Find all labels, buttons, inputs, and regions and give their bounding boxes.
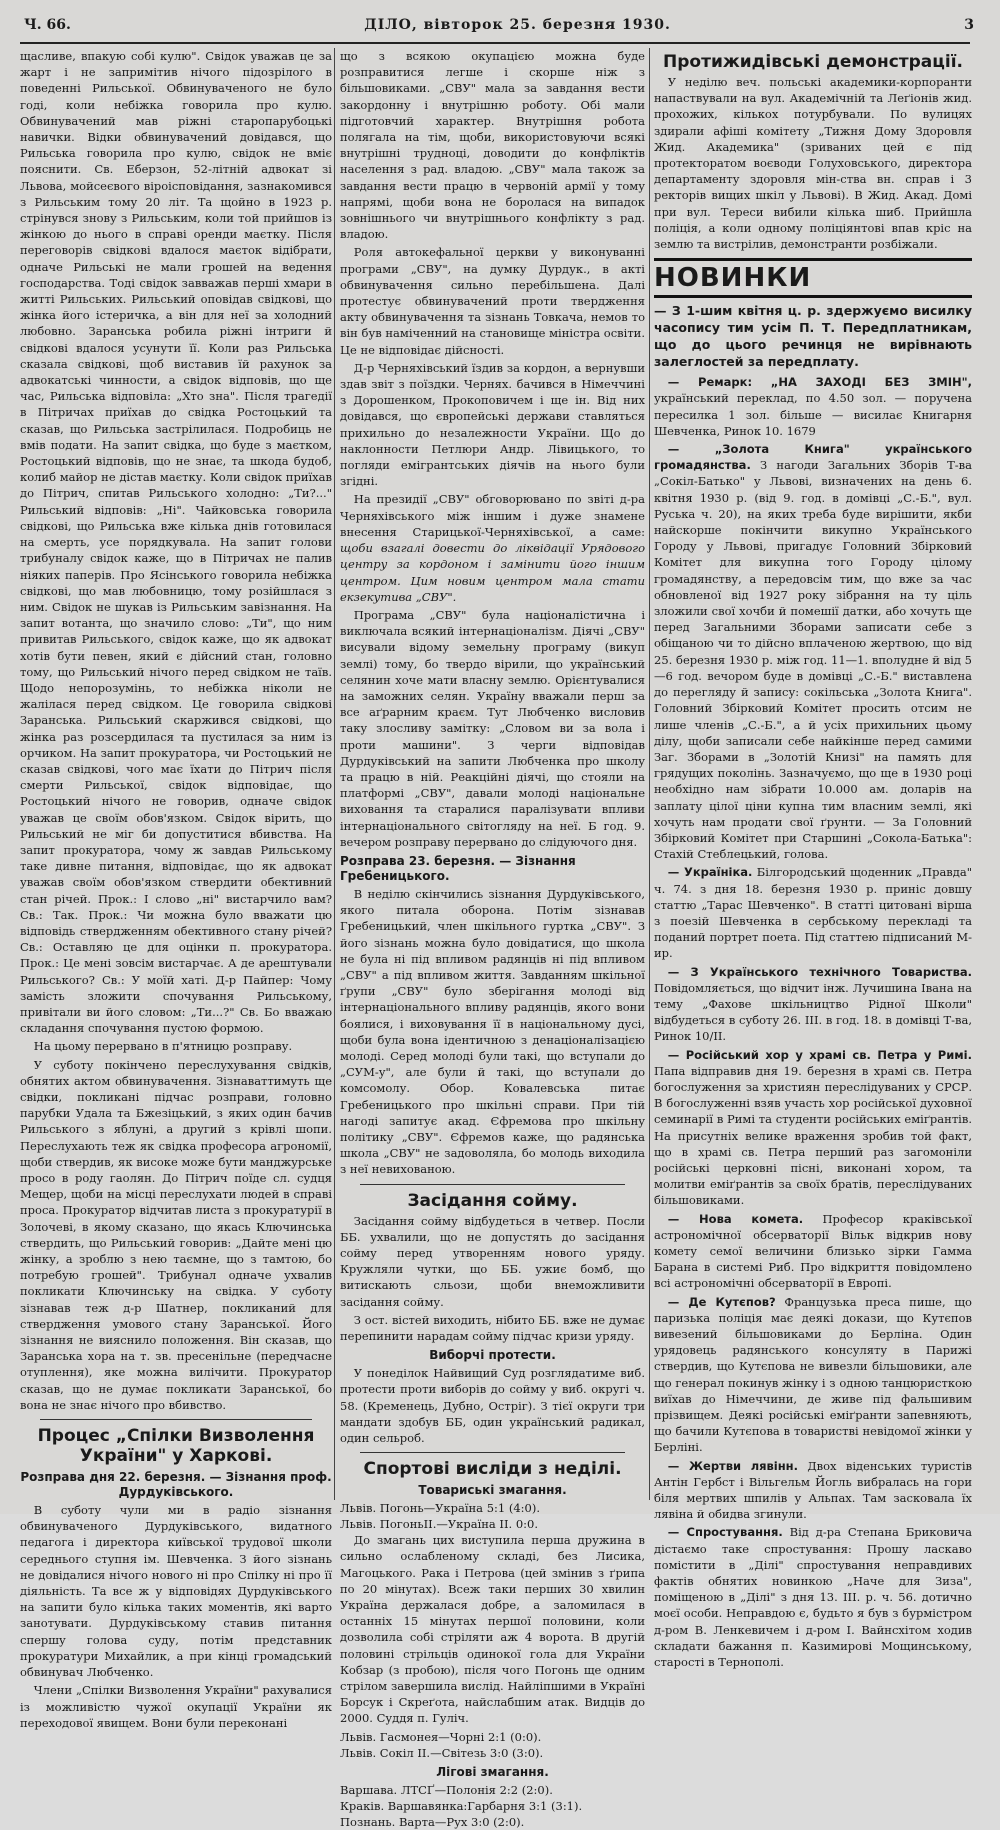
masthead-rule	[20, 42, 970, 44]
match-result: Львів. Гасмонея—Чорні 2:1 (0:0).	[340, 1729, 542, 1744]
headline-sejm: Засідання сойму.	[407, 1190, 578, 1211]
masthead-title: ДІЛО, вівторок 25. березня 1930.	[364, 17, 671, 33]
issue-number: Ч. 66.	[24, 17, 71, 33]
article-text: що з всякою окупацією можна буде розправитися легше і скорше ніж з більшовиками. „СВУ" мала за завдання вести закордонну і внутрішню роботу. Обі мали підготовчий характер. Внутрішня робота полягала на тім, щоби, використовуючи всякі внутрішні трудноці, доводити до конфліктів населення з рад. владою. „СВУ" мала також за завдання вести працю в червоній армії у тому напрямі, щоби вона не боролася на випадок зовнішнього чи внутрішнього конфлікту з рад. владою.	[340, 49, 645, 242]
news-item	[654, 1211, 972, 1292]
news-lead: — Російський хор у храмі св. Петра у Римі.	[667, 1047, 972, 1062]
column-right	[654, 48, 973, 1670]
subscription-notice: — З 1-шим квітня ц. р. здержуємо висилку часопису тим усім П. Т. Передплатникам, що до цього речинця не вирівнають залеглостей за передплату.	[654, 303, 972, 370]
column-divider	[334, 48, 335, 1500]
article-text: В неділю скінчились зізнання Дурдуківського, якого питала оборона. Потім зізнавав Гребеницький, член шкільного гуртка „СВУ". З його зізнань можна було довідатися, що школа не була ні під впливом радянців ні під впливом „СВУ" а під впливом життя. Завданням шкільної ґрупи „СВУ" було зберігання молоді від інтернаціонального впливу радянців, якого вони боялися, і виховування її в національному дусі, щоби була вона ідентичною з денаціоналізацією молоді. Серед молоді були такі, що вступали до „СУМ-у", але були й такі, що вступали до комсомолу. Обор. Ковалевська питає Гребеницького про шкільні справи. При тій нагоді запитує акад. Єфремова про шкільну політику „СВУ". Єфремов каже, що радянська школа „СВУ" не задоволяла, бо молодь виходила з неї невихованою.	[340, 886, 645, 1177]
news-item	[654, 1047, 972, 1209]
match-result: Познань. Варта—Рух 3:0 (2:0).	[340, 1814, 525, 1829]
news-text: Французька преса пише, що паризька поліція має деякі докази, що Кутєпов вивезений більшовиками до Берліна. Один урядовець радянського консуляту в Парижі ствердив, що Кутєпова не вивезли більшовики, але що генерал покинув жінку і з одною танцюристкою виїхав до Німеччини, де живе під фальшивим прізвищем. Деякі російські еміґранти запевняють, що бачили Кутєпова в товаристві невідомої жінки у Берліні.	[654, 1294, 972, 1455]
article-text	[340, 491, 645, 604]
news-item	[654, 1458, 972, 1523]
article-text: Д-р Черняхівський їздив за кордон, а вернувши здав звіт з поїздки. Чернях. бачився в Німеччині з Дорошенком, Прокоповичем і ще ін. Від них довідався, що європейські держави ставляться прихильно до незалежности України. Що до наклонности Петлюри Андр. Лівицького, то погляди емігрантських діячів на нього були згідні.	[340, 360, 645, 489]
sports-results	[340, 1782, 645, 1830]
news-text: український переклад, по 4.50 зол. — поручена пересилка 1 зол. більше — висилає Книгарня Шевченка, Ринок 10. 1679	[654, 391, 972, 438]
subheadline: Лігові змагання.	[436, 1764, 549, 1779]
news-text: Від д-ра Степана Бриковича дістаємо таке спростування: Прошу ласкаво помістити в „Ділі" спростування неправдивих фактів обнятих новинкою „Наче для Зиза", поміщеною в „Ділі" з дня 13. III. р. ч. 56. дотично моєї особи. Неправдою є, будьто я був з бурмістром д-ром В. Ленкевичем і д-ром І. Вайнсхітом ходив складати бажання п. Казимирові Мощинському, старості в Тернополі.	[654, 1525, 973, 1670]
masthead	[24, 10, 974, 40]
column-middle	[340, 48, 645, 1829]
news-lead: — Жертви лявінн.	[667, 1458, 798, 1473]
article-text: У суботу покінчено переслухування свідків, обнятих актом обвинувачення. Зізнаваттимуть ще свідки, покликані підчас розправи, головно парубки Удала та Бжезіцький, з яких один бачив Рильського з яблуні, а другий з крівлі шопи. Переслухають теж як свідка професора агрономії, щоби ствердив, як високе може бути манджурське просо в роду гаолян. До Пітрич поїде сл. судця Мещер, щоби на місці переслухати людей в справі проса. Прокуратор відчитав листа з прокуратурії в Золочеві, в якому сказано, що якась Ключинська ствердить, що Рильський говорив: „Дайте мені цю жінку, а зроблю з нею таємне, що з тамтою, бо потребую грошей". Трибунал одначе ухвалив покликати Ключинську на свідка. У суботу зізнавав теж д-р Шатнер, покликаний для ствердження умового стану Заранської. Його зізнання не вияснило положення. Він сказав, що Заранська хора на т. зв. пресенільне (передчасне отуплення), яке можна вилічити. Прокуратор сказав, що не думає покликати Заранської, бо вона не знає нічого про вбивство.	[20, 1057, 332, 1412]
headline-demonstrations: Протижидівські демонстрації.	[663, 52, 963, 72]
sports-results	[340, 1729, 645, 1761]
column-divider	[649, 48, 650, 1500]
news-item	[654, 374, 972, 439]
subheadline: Товариські змагання.	[418, 1483, 567, 1498]
italic-quote: щоби взагалі довести до ліквідації Урядового центру за кордоном і замінити його іншим центром. Цим новим центром мала стати екзекутива „СВУ".	[340, 541, 645, 604]
news-item	[654, 864, 972, 961]
sports-results	[340, 1500, 645, 1532]
column-left	[20, 48, 332, 1730]
news-text: Папа відправив дня 19. березня в храмі св. Петра богослуження за християн переслідуваних у СРСР. В богослуженні взяв участь хор російської духовної семинарії в Римі та студенти російських еміґрантів. На присутніх велике враження зробив той факт, що в храмі св. Петра перший раз загомоніли російські церковні пісні, виконані хором, та молитви еміґрантів за своїх братів, переслідуваних більшовиками.	[654, 1063, 972, 1208]
article-text: Засідання сойму відбудеться в четвер. Посли ББ. ухвалили, що не допустять до засідання сойму перед утворенням нового уряду. Кружляли чутки, що ББ. ужиє бомб, що витискають сльози, щоби внеможливити засідання сойму.	[340, 1213, 645, 1309]
article-text: У неділю веч. польські академики-корпоранти напаствували на вул. Академічній та Леґіонів жид. прохожих, кількох потурбували. По вулицях здирали афіші комітету „Тижня Дому Здоровля Жид. Академика" (зриваних цей є під протекторатом воєводи Голуховського, директора департаменту здоровля мін-ства вн. справ і 3 ректорів вищих шкіл у Львові). В Жид. Акад. Домі при вул. Тереси вибили кілька шиб. Прийшла поліція, а коли одному поліціянтові впав кріс на землю та вистрілив, демонстранти розбіжали.	[654, 75, 972, 252]
article-text: Члени „Спілки Визволення України" рахувалися із можливістю чужої окупації України як переходової явищем. Вони були переконані	[20, 1683, 332, 1730]
match-result: Краків. Варшавянка:Гарбарня 3:1 (3:1).	[340, 1798, 583, 1813]
headline-svu-trial: Процес „Спілки Визволення України" у Харкові.	[37, 1426, 315, 1467]
news-item	[654, 964, 972, 1045]
match-result: Варшава. ЛТСҐ—Полонія 2:2 (2:0).	[340, 1782, 553, 1797]
subheadline: Розправа 23. березня. — Зізнання Гребеницького.	[340, 853, 576, 883]
news-text: З нагоди Загальних Зборів Т-ва „Сокіл-Батько" у Львові, визначених на день 6. квітня 1930 р. (від 9. год. в домівці „С.-Б.", вул. Руська ч. 20), на яких треба буде вирішити, якби найскорше покінчити викупно Українського Городу у Львові, пригадує Головний Збірковий Комітет для викупна того Городу цілому громадянству, а передовсім тим, що вже за час обновленої від 1927 року зібрання на ту ціль зложили свої хочби й помешії датки, або хочуть ще перед Загальними Зборами записати себе з обіщаною чи то дійсно вплаченою жертвою, що від 25. березня 1930 р. між год. 11—1. вполудне й від 5—6 год. вечором буде в домівці „С.-Б." виставлена до перегляду й запису: сокільська „Золота Книга". Головний Збірковий Комітет просить отсим не лише членів „С.-Б.", а й усіх прихильних цьому ділу, щоби записали себе найкінше перед самими Заг. Зборами в „Золотій Книзі" на память для грядущих поколінь. Зазначуємо, що ще в 1930 році необхідно нам зібрати 10.000 ам. доларів на заплату цілої ціни купна тим власним землі, які хочуть нам продати свої ґрунти. — За Головний Збірковий Комітет при Старшині „Сокола-Батька": Стахій Стеблецький, голова.	[654, 458, 973, 862]
news-item	[654, 441, 972, 862]
news-lead: — Україніка.	[667, 865, 753, 880]
separator	[40, 1419, 312, 1420]
separator	[360, 1184, 625, 1185]
article-text: На президії „СВУ" обговорювано по звіті д-ра Черняхівського між іншим і дуже знамене внесення Старицької-Черняхівської, а саме:	[340, 492, 645, 539]
news-text: Білгородський щоденник „Правда" ч. 74. з дня 18. березня 1930 р. приніс довшу статтю „Тарас Шевченко". В статті цитовані вірша з поезій Шевченка в сербському перекладі та поданий портрет поета. Під статтею підписаний М-ир.	[654, 865, 973, 961]
news-lead: — Де Кутєпов?	[667, 1294, 776, 1309]
news-lead: — З Українського технічного Товариства.	[667, 964, 972, 979]
headline-sports: Спортові висліди з неділі.	[363, 1459, 622, 1480]
match-result: Львів. Сокіл II.—Світезь 3:0 (3:0).	[340, 1745, 544, 1760]
section-title-novynky: НОВИНКИ	[654, 258, 972, 298]
subheadline: Виборчі протести.	[429, 1348, 556, 1363]
article-text: Програма „СВУ" була націоналістична і виключала всякий інтернаціоналізм. Діячі „СВУ" висували відому земельну програму (викуп землі) тому, бо твердо вірили, що український селянин хоче мати власну землю. Орієнтувалися на заможних селян. Україну вважали перш за все аґрарним краєм. Тут Любченко висловив таку злосливу замітку: „Словом ви за вола і проти машини". З черги відповідав Дурдуківський на запити Любченка про школу та працю в ній. Реакційні діячі, що стояли на платформі „СВУ", давали молоді національне виховання та старалися паралізувати впливи інтернаціонального світогляду на неї. Б год. 9. вечером розправу перервано до слідуючого дня.	[340, 607, 645, 849]
article-text: У понеділок Найвищий Суд розглядатиме виб. протести проти виборів до сойму у виб. округі ч. 58. (Кременець, Дубно, Остріг). З тієї округи три мандати здобув ББ, один український радикал, один сельроб.	[340, 1366, 645, 1446]
article-text: До змагань цих виступила перша дружина в сильно ослабленому складі, без Лисика, Магоцького. Рака і Петрова (цей змінив з ґрипа по 20 мінутах). Всеж таки перших 30 хвилин Україна держалася добре, а заломилася в останніх 15 мінутах першої половини, коли дозволила собі стріляти аж 4 ворота. В другій половині стрільців одинокої гола для України Кобзар (з пробою), після чого Погонь ще одним стрілом завершила вислід. Найліпшими в Україні Борсук і Скреґота, найслабшим атак. Видців до 2000. Суддя п. Гуліч.	[340, 1533, 645, 1726]
news-item	[654, 1294, 972, 1456]
news-text: Повідомляється, що відчит інж. Лучишина Івана на тему „Фахове шкільництво Рідної Школи" відбудеться в суботу 26. III. в год. 18. в домівці Т-ва, Ринок 10/II.	[654, 980, 972, 1044]
article-text: З ост. вістей виходить, нібито ББ. вже не думає перепинити нарадам сойму підчас кризи уряду.	[340, 1312, 645, 1344]
news-text: Професор краківської астрономічної обсерваторії Вільк відкрив нову комету семої величини близько зірки Гамма Барана в системі Риб. Про відкриття повідомлено всі астрономічні обсерваторії в Европі.	[654, 1211, 972, 1291]
article-text: щасливе, впакую собі кулю". Свідок уважав це за жарт і не запримітив нічого підозрілого в поведенні Рильської. Обвинуваченого не було годі, коли небіжка говорила про кулю. Обвинувачений мав ріжні старопарубоцькі навички. Відки обвинувачений довідався, що Рильська говорила про кулю, свідок не вміє пояснити. Св. Еберзон, 52-літній адвокат зі Львова, мойсеєвого віроісповідання, зазнакомився з Рильським тому 20 літ. Та щойно в 1923 р. стрінувся знову з Рильським, коли той прийшов із жінкою до нього в справі оренди маєтку. Після переговорів свідкові вдалося маєток відібрати, одначе Рильські не мали грошей на ведення господарства. Тоді свідок завважав перші хмари в житті Рильських. Рильський оповідав свідкові, що жінка його істеричка, а він для неї за холодний любовно. Заранська робила ріжні інтриги й свідкові вдалося усунути її. Коли раз Рильська сказала свідкові, щоб виставив їй рахунок за адвокатські чинности, а свідок відповів, що ще час, Рильська відповіла: „Хто зна". Після трагедії в Пітричах приїхав до свідка Ростоцький та сказав, що Рильська застрілилася. Подробиць не вмів подати. На запит свідка, що буде з маєтком, Ростоцький відповів, що не знає, та шкода будоб, колиб майор не дістав маєтку. Коли свідок приїхав до Пітрич, спитав Рильського холодно: „Ти?..." Рильський відповів: „Ні". Чайковська говорила свідкові, що Рильська вже кілька днів готовилася на смерть, усе порядкувала. На запит голови трибуналу свідок каже, що в Пітричах не палив ніяких паперів. Про Ясінського говорила небіжка свідкові, що мав любовницю, тому розійшлася з ним. Свідок не шукав із Рильським завізнання. На запит вотанта, що значило слово: „Ти", що ним привитав Рильського, свідок каже, що як адвокат хотів бути певен, який є дійсний стан, головно тому, що Рильський нічого перед свідком не таїв. Щодо непорозумінь, то небіжка ніколи не жалілася перед свідком. Це говорила свідкові Заранська. Рильський скаржився свідкові, що жінка раз розсердилася та пустилася за ним із орчиком. На запит прокуратора, чи Ростоцький не сказав свідкові, чого має їхати до Пітрич після смерти Рильської, свідок відповідає, що Ростоцький нічого не говорив, одначе свідок уважав це своїм обов'язком. Свідок вірить, що Рильський не міг би допуститися вбивства. На запит прокуратора, чому ж завдав Рильському таке дивне питання, відповідає, що як адвокат уважав своїм обов'язком ствердити обективний стан річей. Прок.: І слово „ні" вистарчило вам? Св.: Так. Прок.: Чи можна було вважати цю відповідь ствердженням обективного стану річей? Св.: Оставляю це для оцінки п. прокуратора. Прок.: Це мені зовсім вистарчає. А де арештували Рильського? Св.: У моїй хаті. Д-р Пайпер: Чому замість зложити спочування Рильському, привітали ви його словом: „Ти...?" Св. Бо вважаю складання спочування пустою формою.	[20, 49, 332, 1036]
news-lead: — Ремарк: „НА ЗАХОДІ БЕЗ ЗМІН",	[667, 375, 972, 390]
news-lead: — Нова комета.	[667, 1211, 804, 1226]
article-text: Роля автокефальної церкви у виконуванні програми „СВУ", на думку Дурдук., в акті обвинувачення сильно перебільшена. Далі протестує обвинувачений проти твердження акту обвинувачення та зізнань Товкача, немов то він був наміченний на становище міністра освіти. Це не відповідає дійсності.	[340, 245, 645, 357]
page-number: 3	[964, 17, 974, 33]
match-result: Львів. ПогоньII.—Україна II. 0:0.	[340, 1517, 538, 1532]
match-result: Львів. Погонь—Україна 5:1 (4:0).	[340, 1501, 540, 1516]
separator	[360, 1452, 625, 1453]
news-lead: — Спростування.	[667, 1525, 783, 1540]
article-text: На цьому перервано в п'ятницю розправу.	[33, 1039, 293, 1054]
news-text: Двох віденських туристів Антін Гербст і Вільгельм Йогль вибралась на гори біля мертвих шпилів у Альпах. Там засковала їх лявіна й обидва згинули.	[654, 1458, 973, 1522]
article-text: В суботу чули ми в радіо зізнання обвинуваченого Дурдуківського, видатного педагога і директора київської трудової школи середнього ступня ім. Шевченка. З його зізнань не довідалися нічого нового ні про Спілку ні про її діяльність. Та все ж у відповідях Дурдуківського на запити було кілька таких моментів, які варто занотувати. Дурдуківському ставив питання спершу голова суду, потім представник прокуратури Михайлик, а при кінці громадський обвинувач Любченко.	[20, 1503, 332, 1680]
news-item	[654, 1524, 972, 1670]
news-lead: — „Золота Книга" українського громадянства.	[654, 442, 972, 473]
subheadline: Розправа дня 22. березня. — Зізнання проф. Дурдуківського.	[20, 1470, 332, 1500]
